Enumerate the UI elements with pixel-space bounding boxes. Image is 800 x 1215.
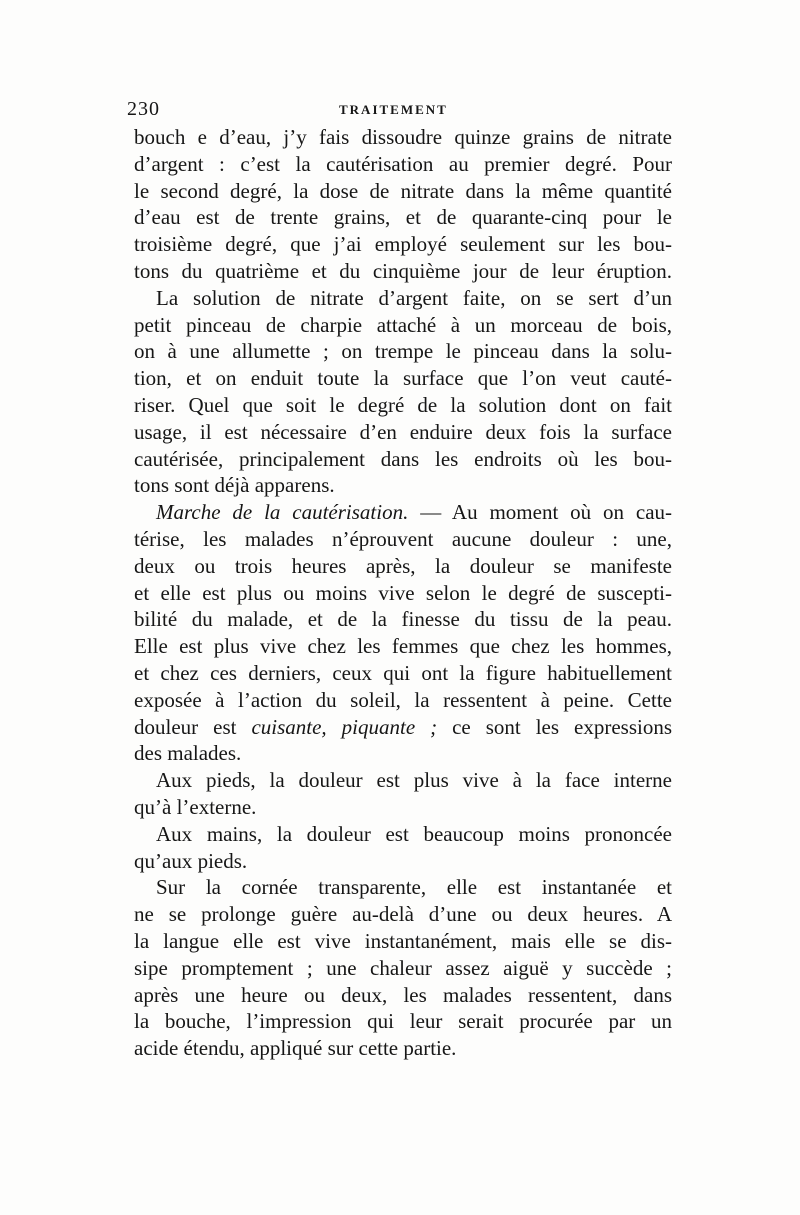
paragraph-start-line: Aux pieds, la douleur est plus vive à la face interne	[156, 768, 672, 793]
text-line: ne se prolonge guère au-delà d’une ou deux heures. A	[134, 902, 672, 927]
text-line: sipe promptement ; une chaleur assez aiguë y succède ;	[134, 955, 672, 980]
page-number: 230	[127, 98, 160, 120]
text-line: térise, les malades n’éprouvent aucune douleur : une,	[134, 526, 672, 551]
text-line: bouch e d’eau, j’y fais dissoudre quinze grains de nitrate	[134, 125, 672, 149]
text-line: troisième degré, que j’ai employé seulement sur les bou-	[134, 232, 672, 257]
text-line: la bouche, l’impression qui leur serait procurée par un	[134, 1009, 672, 1034]
section-heading: Marche de la cautérisation.	[156, 500, 409, 525]
text-line: d’argent : c’est la cautérisation au premier degré. Pour	[134, 151, 672, 176]
page-header	[127, 98, 683, 122]
text-segment: douleur est	[134, 714, 252, 739]
section-heading-line	[134, 499, 672, 526]
text-line	[134, 714, 672, 741]
text-line: Elle est plus vive chez les femmes que chez les hommes,	[134, 634, 672, 659]
text-line: deux ou trois heures après, la douleur se manifeste	[134, 553, 672, 578]
text-line: petit pinceau de charpie attaché à un morceau de bois,	[134, 312, 672, 337]
text-line: le second degré, la dose de nitrate dans la même quantité	[134, 178, 672, 203]
text-line: la langue elle est vive instantanément, mais elle se dis-	[134, 928, 672, 953]
body-text	[134, 124, 672, 1062]
text-line: tons du quatrième et du cinquième jour de leur éruption.	[134, 258, 672, 283]
text-line: tons sont déjà apparens.	[134, 473, 335, 498]
text-line: riser. Quel que soit le degré de la solution dont on fait	[134, 392, 672, 417]
paragraph-start-line: La solution de nitrate d’argent faite, on se sert d’un	[156, 285, 672, 310]
text-line: acide étendu, appliqué sur cette partie.	[134, 1036, 457, 1061]
text-line: on à une allumette ; on trempe le pinceau dans la solu-	[134, 339, 672, 364]
italic-emphasis: cuisante, piquante ;	[251, 714, 438, 739]
text-line: bilité du malade, et de la finesse du tissu de la peau.	[134, 607, 672, 632]
text-line: des malades.	[134, 741, 242, 766]
text-line: et elle est plus ou moins vive selon le degré de suscepti-	[134, 580, 672, 605]
text-line: et chez ces derniers, ceux qui ont la figure habituellement	[134, 660, 672, 685]
paragraph-start-line: Sur la cornée transparente, elle est instantanée et	[156, 875, 672, 900]
text-line: exposée à l’action du soleil, la ressentent à peine. Cette	[134, 687, 672, 712]
paragraph-start-line: Aux mains, la douleur est beaucoup moins prononcée	[156, 821, 672, 846]
text-line: d’eau est de trente grains, et de quarante-cinq pour le	[134, 205, 672, 230]
text-line: cautérisée, principalement dans les endroits où les bou-	[134, 446, 672, 471]
text-segment: — Au moment où on cau-	[408, 500, 673, 525]
running-head: TRAITEMENT	[339, 102, 448, 117]
text-line: tion, et on enduit toute la surface que l’on veut cauté-	[134, 366, 672, 391]
text-line: qu’aux pieds.	[134, 848, 248, 873]
text-line: après une heure ou deux, les malades ressentent, dans	[134, 982, 672, 1007]
text-segment: ce sont les expressions	[437, 714, 673, 739]
text-line: qu’à l’externe.	[134, 794, 257, 819]
text-line: usage, il est nécessaire d’en enduire deux fois la surface	[134, 419, 672, 444]
